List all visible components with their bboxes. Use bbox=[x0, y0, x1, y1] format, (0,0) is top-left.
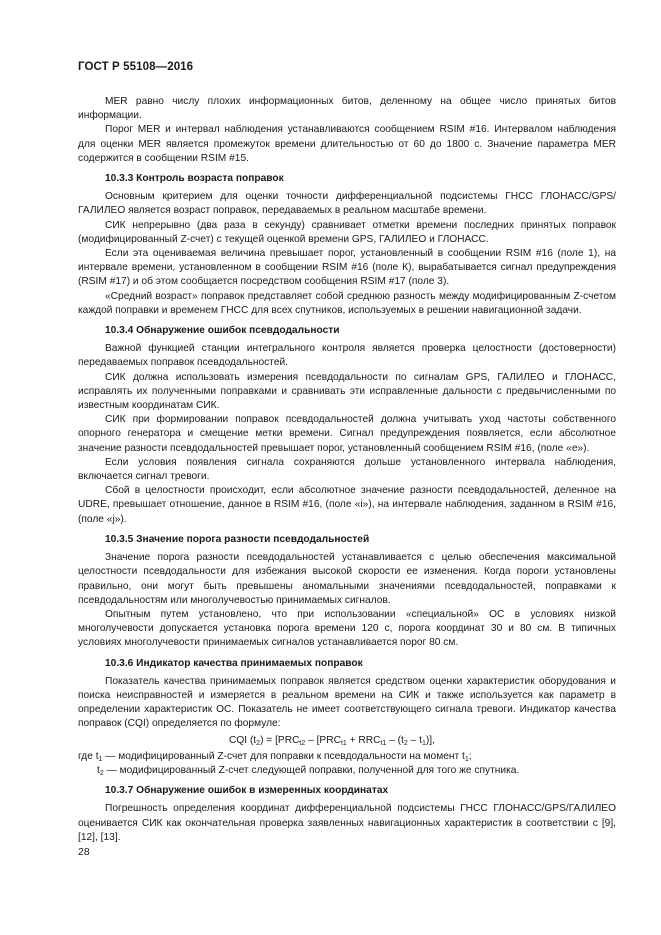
section-heading: 10.3.7 Обнаружение ошибок в измеренных координатах bbox=[105, 785, 389, 797]
paragraph: Важной функцией станции интегрального контроля является проверка целостности (достоверности) передаваемых поправок псевдодальностей. bbox=[78, 343, 616, 369]
paragraph: Если условия появления сигнала сохраняются дольше установленного интервала наблюдения, включается сигнал тревоги. bbox=[78, 456, 616, 483]
paragraph: Порог MER и интервал наблюдения устанавливаются сообщением RSIM #16. Интервалом наблюдения для оценки MER является промежуток времени длительностью от 60 до 1800 с. Значение параметра MER содержится в сообщении RSIM #15. bbox=[78, 124, 616, 164]
document-body bbox=[78, 95, 616, 845]
paragraph: СИК должна использовать измерения псевдодальности по сигналам GPS, ГАЛИЛЕО и ГЛОНАСС, исправлять их полученными поправками и сравнивать эти исправленные дальности с предвычисленными по известным координатам СИК. bbox=[78, 371, 616, 412]
paragraph: СИК непрерывно (два раза в секунду) сравнивает отметки времени последних принятых поправок (модифицированный Z-счет) с текущей оценкой времени GPS, ГАЛИЛЕО и ГЛОНАСС. bbox=[78, 219, 616, 245]
section-heading: 10.3.3 Контроль возраста поправок bbox=[105, 173, 284, 185]
formula-legend-t1: где $t_1$ — модифицированный Z-счет для поправки к псевдодальности на момент $t_1$; bbox=[78, 750, 472, 763]
paragraph: Показатель качества принимаемых поправок является средством оценки характеристик оборудования и поиска неисправностей и измеряется в реальном времени на СИК и также используется как параметр в определении характеристик ОС. Показатель не имеет соответствующего сигнала тревоги. Индикатор качества поправок (CQI) определяется по формуле: bbox=[78, 675, 616, 730]
paragraph: СИК при формировании поправок псевдодальностей должна учитывать уход частоты собственного опорного генератора и смещение метки времени. Сигнал предупреждения появляется, если абсолютное значение разности псевдодальностей превышает порог, установленный сообщением RSIM #16, (поле «e»). bbox=[78, 414, 616, 454]
paragraph: Если эта оцениваемая величина превышает порог, установленный в сообщении RSIM #16 (поле 1), на интервале времени, установленном в сообщении RSIM #16 (поле К), вырабатывается сигнал предупреждения (RSIM #17) и об этом сообщается посредством сообщения RSIM #17 (поле 3). bbox=[78, 248, 616, 288]
cqi-formula: CQI $(t_2) = [PRC_{t2} - [PRC_{t1} + RRC_{t1} - (t_2 - t_1)]$, bbox=[229, 734, 435, 747]
section-heading: 10.3.6 Индикатор качества принимаемых поправок bbox=[105, 657, 363, 669]
section-heading: 10.3.4 Обнаружение ошибок псевдодальности bbox=[105, 325, 340, 337]
document-header: ГОСТ Р 55108—2016 bbox=[78, 61, 194, 73]
formula-legend-t2: $t_2$ — модифицированный Z-счет следующей поправки, полученной для того же спутника. bbox=[97, 764, 520, 777]
paragraph: MER равно числу плохих информационных битов, деленному на общее число принятых битов информации. bbox=[78, 96, 616, 122]
paragraph: «Средний возраст» поправок представляет собой среднюю разность между модифицированным Z-счетом каждой поправки и временем ГНСС для всех спутников, используемых в решении навигационной задачи. bbox=[78, 290, 616, 316]
paragraph: Сбой в целостности происходит, если абсолютное значение разности псевдодальностей, деленное на UDRE, превышает отношение, данное в RSIM #16, (поле «i»), на интервале наблюдения, заданном в RSIM #16, (поле «j»). bbox=[78, 485, 616, 525]
paragraph: Опытным путем установлено, что при использовании «специальной» ОС в условиях низкой многолучевости допускается установка порога времени 120 с, порога координат 30 и 80 см. В типичных условиях многолучевости принимаемых сигналов устанавливается порог 80 см. bbox=[78, 608, 616, 649]
page-number: 28 bbox=[78, 846, 90, 858]
paragraph: Погрешность определения координат дифференциальной подсистемы ГНСС ГЛОНАСС/GPS/ГАЛИЛЕО оценивается СИК как окончательная проверка заявленных навигационных характеристик в соответствии с [9], [12], [13]. bbox=[78, 803, 616, 843]
paragraph: Основным критерием для оценки точности дифференциальной подсистемы ГНСС ГЛОНАСС/GPS/ГАЛИЛЕО является возраст поправок, передаваемых в реальном масштабе времени. bbox=[78, 191, 616, 217]
section-heading: 10.3.5 Значение порога разности псевдодальностей bbox=[105, 533, 370, 545]
paragraph: Значение порога разности псевдодальностей устанавливается с целью обеспечения максимальной целостности псевдодальности для избежания высокой скорости ее изменения. Когда пороги установлены правильно, они могут быть превышены аномальными значениями псевдодальностей, поправками к псевдодальностям или многолучевостью принимаемых сигналов. bbox=[78, 552, 616, 606]
